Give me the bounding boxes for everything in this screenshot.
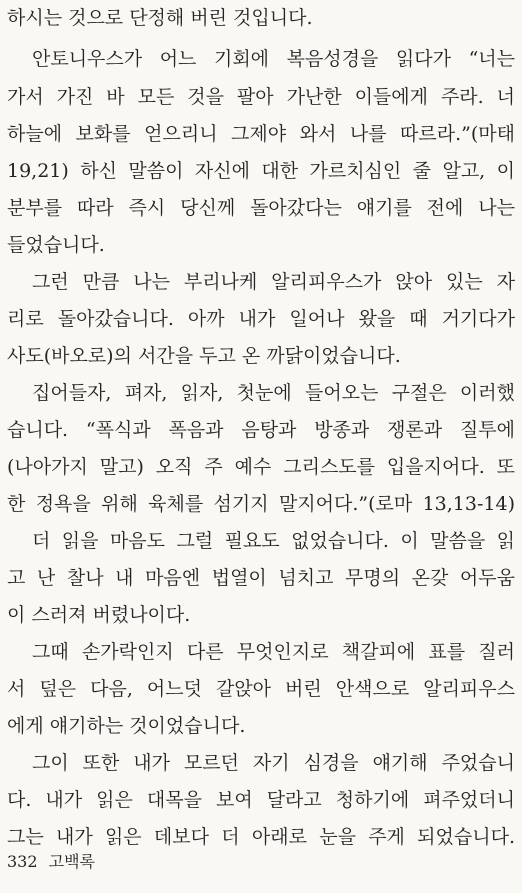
text-line: 가서 가진 바 모든 것을 팔아 가난한 이들에게 주라. 너 xyxy=(7,86,515,108)
text-line: 이 스러져 버렸나이다. xyxy=(7,604,191,626)
text-line: 그이 또한 내가 모르던 자기 심경을 얘기해 주었습니 xyxy=(32,752,515,774)
text-line: 그때 손가락인지 다른 무엇인지로 책갈피에 표를 질러 xyxy=(32,641,515,663)
page-footer xyxy=(7,850,95,874)
text-line: 더 읽을 마음도 그럴 필요도 없었습니다. 이 말씀을 읽 xyxy=(32,530,515,552)
page-number: 332 xyxy=(7,852,38,871)
text-line: (나아가지 말고) 오직 주 예수 그리스도를 입을지어다. 또 xyxy=(7,456,515,478)
text-line: 들었습니다. xyxy=(7,234,105,256)
text-line: 사도(바오로)의 서간을 두고 온 까닭이었습니다. xyxy=(7,345,401,367)
text-line: 한 정욕을 위해 육체를 섬기지 말지어다.”(로마 13,13-14) xyxy=(7,493,515,515)
text-line: 하시는 것으로 단정해 버린 것입니다. xyxy=(7,7,313,29)
text-line: 분부를 따라 즉시 당신께 돌아갔다는 얘기를 전에 나는 xyxy=(7,197,515,219)
text-line: 다. 내가 읽은 대목을 보여 달라고 청하기에 펴주었더니 xyxy=(7,789,515,811)
text-line: 그런 만큼 나는 부리나케 알리피우스가 앉아 있는 자 xyxy=(32,271,515,293)
text-line: 고 난 찰나 내 마음엔 법열이 넘치고 무명의 온갖 어두움 xyxy=(7,567,515,589)
text-line: 습니다. “폭식과 폭음과 음탕과 방종과 쟁론과 질투에 xyxy=(7,419,515,441)
text-line: 안토니우스가 어느 기회에 복음성경을 읽다가 “너는 xyxy=(32,48,515,70)
text-line: 19,21) 하신 말씀이 자신에 대한 가르치심인 줄 알고, 이 xyxy=(7,160,515,182)
text-line: 서 덮은 다음, 어느덧 갈앉아 버린 안색으로 알리피우스 xyxy=(7,678,515,700)
text-line: 하늘에 보화를 얻으리니 그제야 와서 나를 따르라.”(마태 xyxy=(7,123,515,145)
running-title: 고백록 xyxy=(48,852,96,871)
text-line: 에게 얘기하는 것이었습니다. xyxy=(7,715,246,737)
text-line: 리로 돌아갔습니다. 아까 내가 일어나 왔을 때 거기다가 xyxy=(7,308,515,330)
text-line: 집어들자, 펴자, 읽자, 첫눈에 들어오는 구절은 이러했 xyxy=(32,382,515,404)
text-line: 그는 내가 읽은 데보다 더 아래로 눈을 주게 되었습니다. xyxy=(7,826,515,848)
